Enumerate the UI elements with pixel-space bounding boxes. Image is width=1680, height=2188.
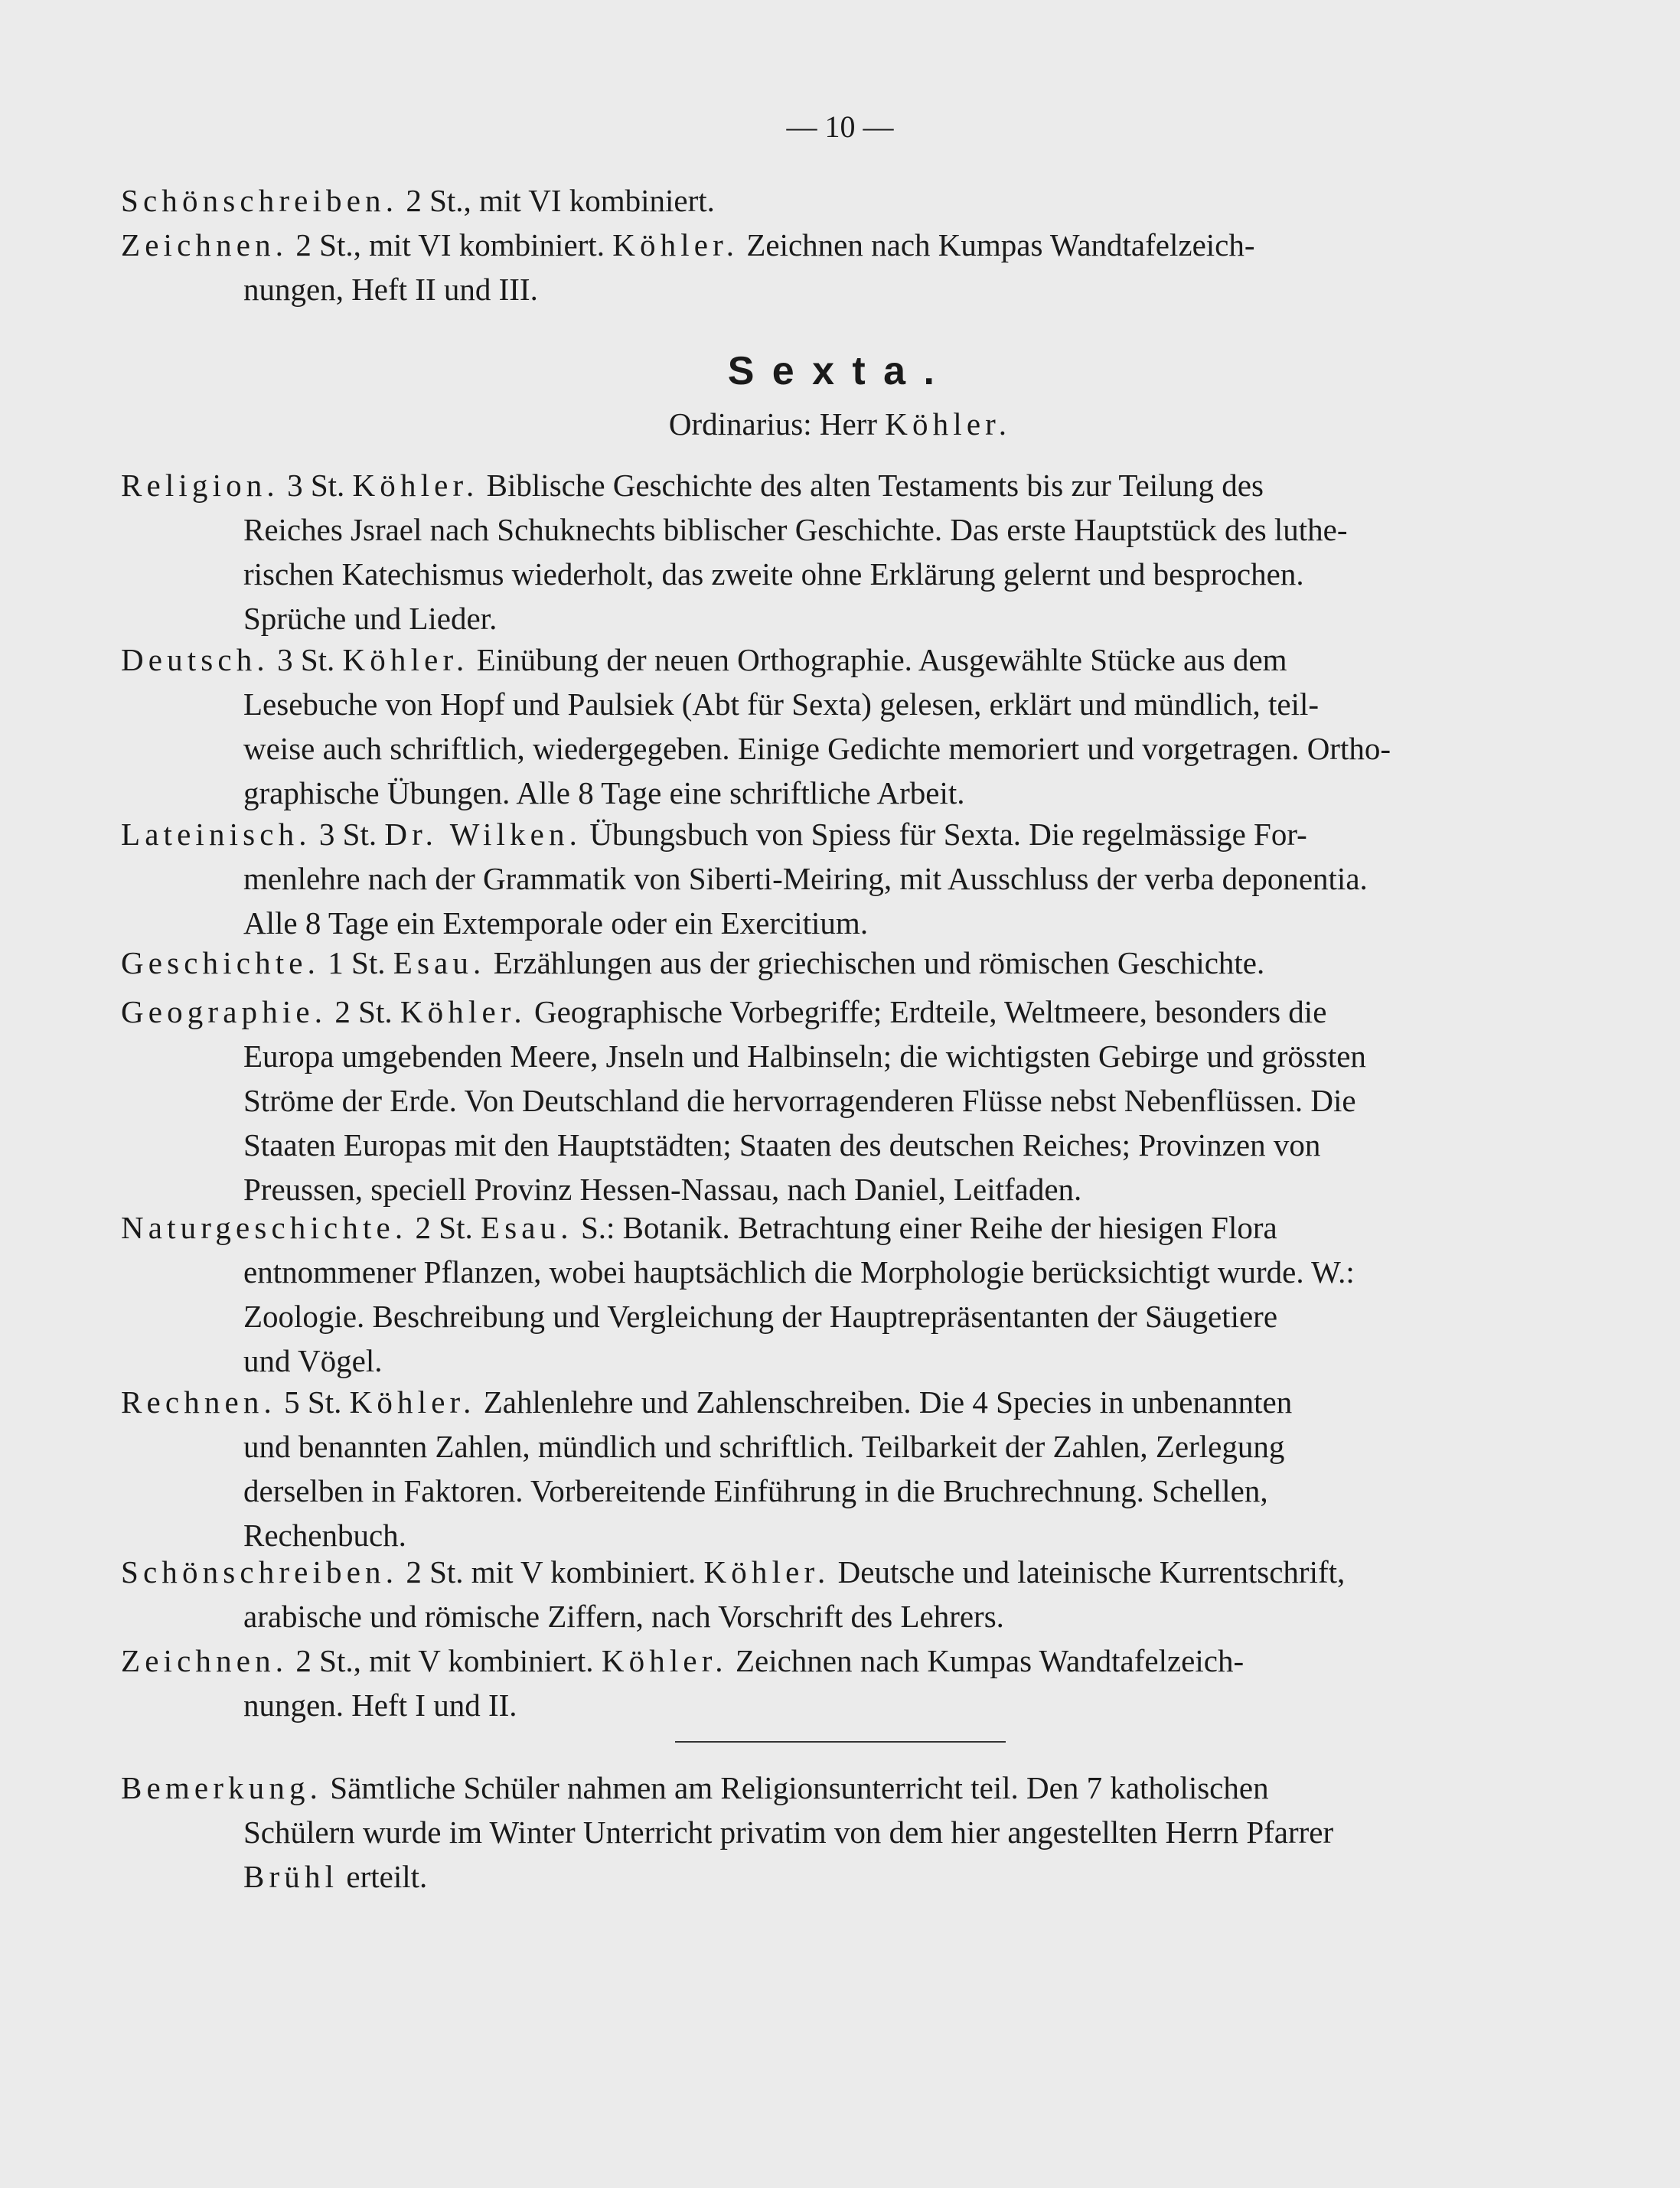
entry-text: Biblische Geschichte des alten Testaments bis zur Teilung des [486,468,1264,503]
entry-rechnen [121,1380,1564,1557]
entry-text: 2 St., mit VI kombiniert. [406,183,715,218]
entry-line: menlehre nach der Grammatik von Siberti-Meiring, mit Ausschluss der verba deponentia. [243,861,1368,896]
entry-text: Zeichnen nach Kumpas Wandtafelzeich- [735,1643,1245,1678]
entry-hours: 2 St. [415,1210,473,1245]
ordinarius-line [0,406,1680,442]
entry-naturgeschichte [121,1205,1564,1383]
entry-teacher: Köhler. [352,468,479,503]
entry-text: Geographische Vorbegriffe; Erdteile, Weltmeere, besonders die [534,994,1327,1029]
subject-key: Schönschreiben. [121,183,399,218]
entry-hours: 5 St. [284,1384,342,1420]
entry-line: nungen. Heft I und II. [243,1687,517,1723]
entry-line: Zoologie. Beschreibung und Vergleichung der Hauptrepräsentanten der Säugetiere [243,1299,1278,1334]
entry-line: graphische Übungen. Alle 8 Tage eine schriftliche Arbeit. [243,775,965,810]
entry-text: Einübung der neuen Orthographie. Ausgewählte Stücke aus dem [476,642,1287,677]
entry-line: arabische und römische Ziffern, nach Vorschrift des Lehrers. [243,1599,1004,1634]
entry-hours: 2 St. mit V kombiniert. [406,1554,696,1590]
remark-name: Brühl [243,1859,339,1894]
entry-schoenschreiben-v [121,1550,1564,1639]
remark-rest: erteilt. [346,1859,428,1894]
entry-teacher: Esau. [481,1210,573,1245]
entry-hours: 2 St., mit V kombiniert. [295,1643,594,1678]
entry-text: Zahlenlehre und Zahlenschreiben. Die 4 Species in unbenannten [483,1384,1293,1420]
entry-text: Deutsche und lateinische Kurrentschrift, [837,1554,1346,1590]
entry-line: Reiches Jsrael nach Schuknechts biblischer Geschichte. Das erste Hauptstück des luthe- [243,512,1348,547]
entry-teacher: Köhler. [342,642,469,677]
section-title: Sexta. [727,349,953,393]
entry-line: Alle 8 Tage ein Extemporale oder ein Exercitium. [243,905,869,941]
entry-text: Zeichnen nach Kumpas Wandtafelzeich- [746,227,1255,262]
ordinarius-prefix: Herr [819,406,877,442]
remark-text: Sämtliche Schüler nahmen am Religionsunterricht teil. Den 7 katholischen [330,1770,1269,1805]
entry-hours: 3 St. [277,642,335,677]
subject-key: Naturgeschichte. [121,1210,408,1245]
section-divider [675,1741,1006,1743]
entry-text: Übungsbuch von Spiess für Sexta. Die regelmässige For- [589,817,1307,852]
entry-line: Rechenbuch. [243,1518,406,1553]
entry-hours: 1 St. [328,945,386,980]
entry-geschichte [121,941,1564,985]
entry-religion [121,463,1564,641]
entry-teacher: Köhler. [349,1384,476,1420]
entry-teacher: Köhler. [703,1554,830,1590]
entry-line: rischen Katechismus wiederholt, das zweite ohne Erklärung gelernt und besprochen. [243,556,1304,592]
entry-bemerkung [121,1766,1564,1899]
entry-line: und benannten Zahlen, mündlich und schriftlich. Teilbarkeit der Zahlen, Zerlegung [243,1429,1285,1464]
entry-line: Lesebuche von Hopf und Paulsiek (Abt für Sexta) gelesen, erklärt und mündlich, teil- [243,686,1320,722]
entry-line: Sprüche und Lieder. [243,601,497,636]
ordinarius-name: Köhler. [885,406,1012,442]
subject-key: Rechnen. [121,1384,276,1420]
remark-line: Schülern wurde im Winter Unterricht privatim von dem hier angestellten Herrn Pfarrer [243,1815,1334,1850]
ordinarius-label: Ordinarius: [668,406,812,442]
subject-key: Religion. [121,468,279,503]
entry-zeichnen-vi [121,223,1564,311]
entry-continuation: nungen, Heft II und III. [243,272,538,307]
entry-hours: 3 St. [318,817,377,852]
subject-key: Geographie. [121,994,328,1029]
entry-zeichnen-v [121,1639,1564,1727]
entry-hours: 3 St. [287,468,345,503]
entry-line: Staaten Europas mit den Hauptstädten; Staaten des deutschen Reiches; Provinzen von [243,1127,1321,1162]
entry-line: entnommener Pflanzen, wobei hauptsächlich die Morphologie berücksichtigt wurde. W.: [243,1254,1355,1290]
entry-schoenschreiben-vi [121,178,1564,223]
entry-line: und Vögel. [243,1343,383,1378]
entry-teacher: Esau. [393,945,486,980]
subject-key: Deutsch. [121,642,269,677]
entry-line: Ströme der Erde. Von Deutschland die hervorragenderen Flüsse nebst Nebenflüssen. Die [243,1083,1356,1118]
entry-line: Europa umgebenden Meere, Jnseln und Halbinseln; die wichtigsten Gebirge und grössten [243,1039,1366,1074]
entry-hours: 2 St., mit VI kombiniert. [295,227,605,262]
entry-geographie [121,990,1564,1211]
remark-key: Bemerkung. [121,1770,323,1805]
subject-key: Lateinisch. [121,817,312,852]
entry-line: Preussen, speciell Provinz Hessen-Nassau, nach Daniel, Leitfaden. [243,1172,1082,1207]
entry-line: derselben in Faktoren. Vorbereitende Einführung in die Bruchrechnung. Schellen, [243,1473,1268,1508]
entry-text: S.: Botanik. Betrachtung einer Reihe der hiesigen Flora [580,1210,1277,1245]
page-number: — 10 — [786,109,894,144]
subject-key: Schönschreiben. [121,1554,399,1590]
entry-teacher: Dr. Wilken. [384,817,582,852]
subject-key: Geschichte. [121,945,321,980]
entry-text: Erzählungen aus der griechischen und römischen Geschichte. [493,945,1265,980]
subject-key: Zeichnen. [121,1643,289,1678]
remark-line-3 [243,1854,1564,1899]
entry-hours: 2 St. [334,994,393,1029]
entry-teacher: Köhler. [601,1643,728,1678]
subject-key: Zeichnen. [121,227,289,262]
entry-deutsch [121,637,1564,815]
entry-line: weise auch schriftlich, wiedergegeben. Einige Gedichte memoriert und vorgetragen. Ortho- [243,731,1391,766]
entry-lateinisch [121,812,1564,945]
entry-teacher: Köhler. [400,994,527,1029]
entry-teacher: Köhler. [612,227,739,262]
